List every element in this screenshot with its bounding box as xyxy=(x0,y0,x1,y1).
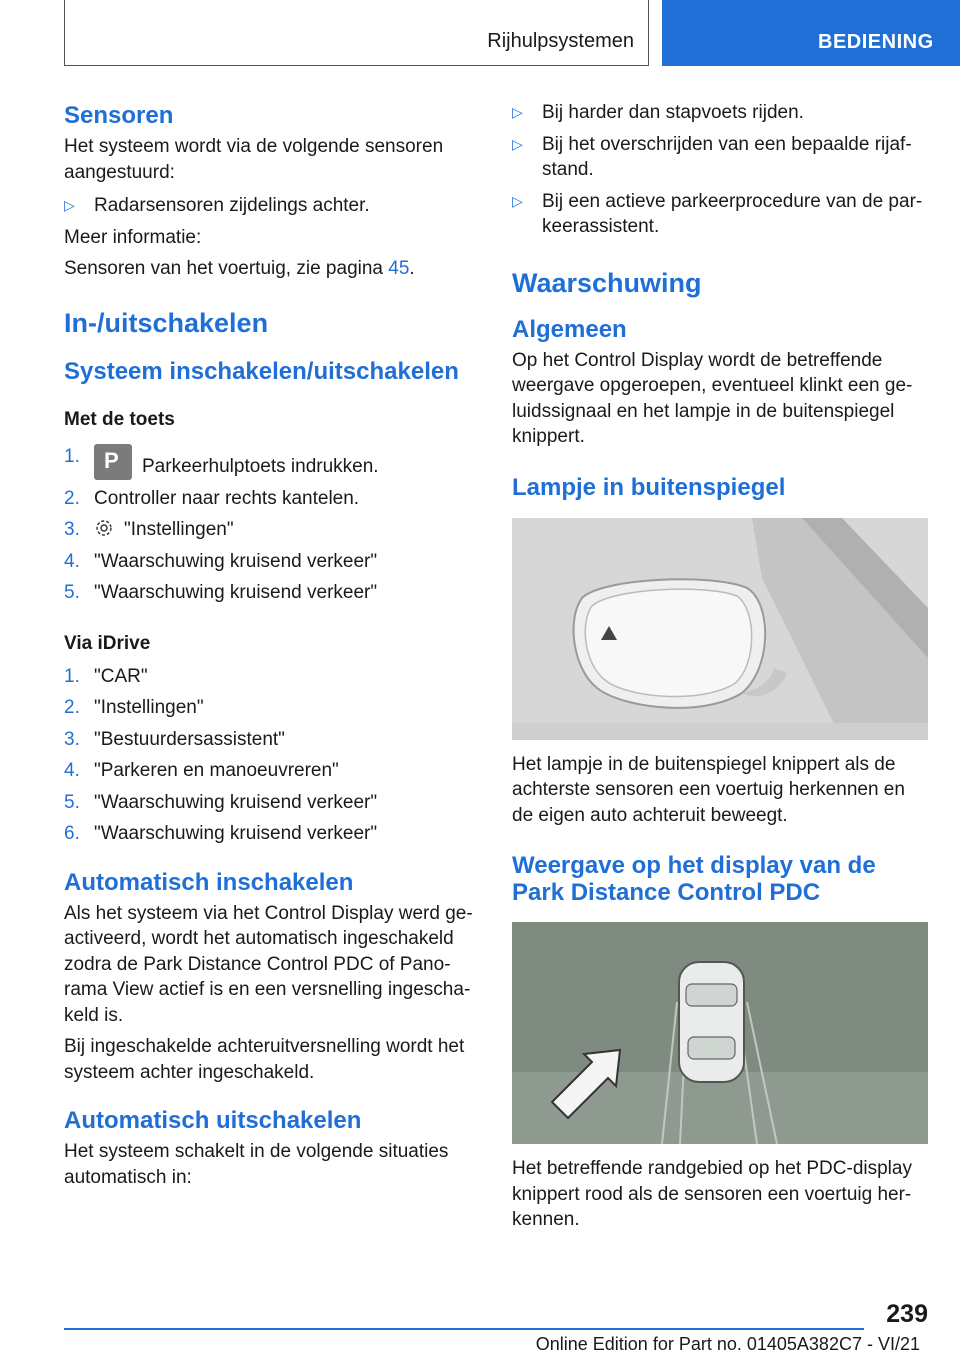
uit-bullet: ▷ Bij een actieve parkeerprocedure van de parkeerassistent. xyxy=(512,190,923,237)
list-item: 3. "Instellingen" xyxy=(64,519,234,540)
heading-systeem-inschakelen: Systeem inschakelen/uitschakelen xyxy=(64,357,459,385)
triangle-bullet-icon: ▷ xyxy=(64,197,75,213)
heading-sensoren: Sensoren xyxy=(64,102,174,129)
auto-in-text: Als het systeem via het Control Display werd geactiveerd, wordt het automatisch ingeschakeld zodra de Park Distance Control PDC of Panorama View actief is en een versnelling ingeschakeld is. xyxy=(64,902,473,1026)
auto-in-text-2: Bij ingeschakelde achteruitversnelling wordt het systeem achter ingeschakeld. xyxy=(64,1036,465,1083)
pdc-display-illustration xyxy=(512,922,928,1144)
heading-automatisch-inschakelen: Automatisch inschakelen xyxy=(64,868,354,896)
idrive-steps xyxy=(64,664,478,847)
list-item: 1. P Parkeerhulptoets indrukken. xyxy=(64,444,478,480)
heading-automatisch-uitschakelen: Automatisch uitschakelen xyxy=(64,1107,362,1134)
sensoren-text: Het systeem wordt via de volgende sensoren aangestuurd: xyxy=(64,136,444,183)
list-item: 4. "Waarschuwing kruisend verkeer" xyxy=(64,550,378,572)
page-link[interactable]: 45 xyxy=(388,258,410,279)
list-item: 6. "Waarschuwing kruisend verkeer" xyxy=(64,823,378,844)
list-item: 3. "Bestuurdersassistent" xyxy=(64,728,285,750)
algemeen-text: Op het Control Display wordt de betreffende weergave opgeroepen, eventueel klinkt een geluidssignaal en het lampje in de buitenspiegel knippert. xyxy=(512,349,913,447)
heading-lampje: Lampje in buitenspiegel xyxy=(512,473,786,501)
list-item: 1. "CAR" xyxy=(64,665,148,687)
triangle-bullet-icon: ▷ xyxy=(512,135,523,152)
weergave-text: Het betreffende randgebied op het PDC-display knippert rood als de sensoren een voertuig herkennen. xyxy=(512,1158,912,1230)
triangle-bullet-icon: ▷ xyxy=(512,192,523,209)
heading-via-idrive: Via iDrive xyxy=(64,632,151,654)
footer-divider xyxy=(64,1328,864,1330)
section-title: Rijhulpsystemen xyxy=(487,30,634,52)
heading-met-de-toets: Met de toets xyxy=(64,408,175,430)
list-item: 2. Controller naar rechts kantelen. xyxy=(64,487,360,509)
heading-in-uitschakelen: In-/uitschakelen xyxy=(64,307,269,338)
uit-bullet: ▷ Bij het overschrijden van een bepaalde rijafstand. xyxy=(512,133,912,180)
uit-bullet: ▷ Bij harder dan stapvoets rijden. xyxy=(512,100,928,126)
list-item: 2. "Instellingen" xyxy=(64,697,204,718)
lampje-text: Het lampje in de buitenspiegel knippert als de achterste sensoren een voertuig herkennen en de eigen auto achteruit beweegt. xyxy=(512,753,905,826)
heading-waarschuwing: Waarschuwing xyxy=(512,267,702,298)
chapter-title: BEDIENING xyxy=(818,31,934,53)
heading-algemeen: Algemeen xyxy=(512,315,627,343)
list-item: 4. "Parkeren en manoeuvreren" xyxy=(64,760,339,781)
page-number: 239 xyxy=(886,1300,928,1328)
left-column xyxy=(64,100,478,1190)
chapter-tab xyxy=(662,0,960,66)
auto-uit-text: Het systeem schakelt in de volgende situaties automatisch in: xyxy=(64,1141,449,1188)
gear-icon xyxy=(94,518,114,538)
list-item: 5. "Waarschuwing kruisend verkeer" xyxy=(64,582,378,603)
right-column xyxy=(512,100,928,1233)
triangle-bullet-icon: ▷ xyxy=(512,104,523,120)
heading-weergave-pdc: Weergave op het display van de Park Distance Control PDC xyxy=(512,852,876,906)
footer-edition: Online Edition for Part no. 01405A382C7 - VI/21 xyxy=(535,1334,920,1354)
parking-button-icon: P xyxy=(94,444,132,480)
meer-informatie: Meer informatie: xyxy=(64,226,202,248)
list-item: 5. "Waarschuwing kruisend verkeer" xyxy=(64,791,378,813)
sensoren-reference: Sensoren van het voertuig, zie pagina 45. xyxy=(64,258,415,279)
mirror-illustration xyxy=(512,518,928,740)
sensoren-bullet: ▷ Radarsensoren zijdelings achter. xyxy=(64,193,478,219)
header-section-box xyxy=(64,0,649,66)
toets-steps xyxy=(64,444,478,606)
